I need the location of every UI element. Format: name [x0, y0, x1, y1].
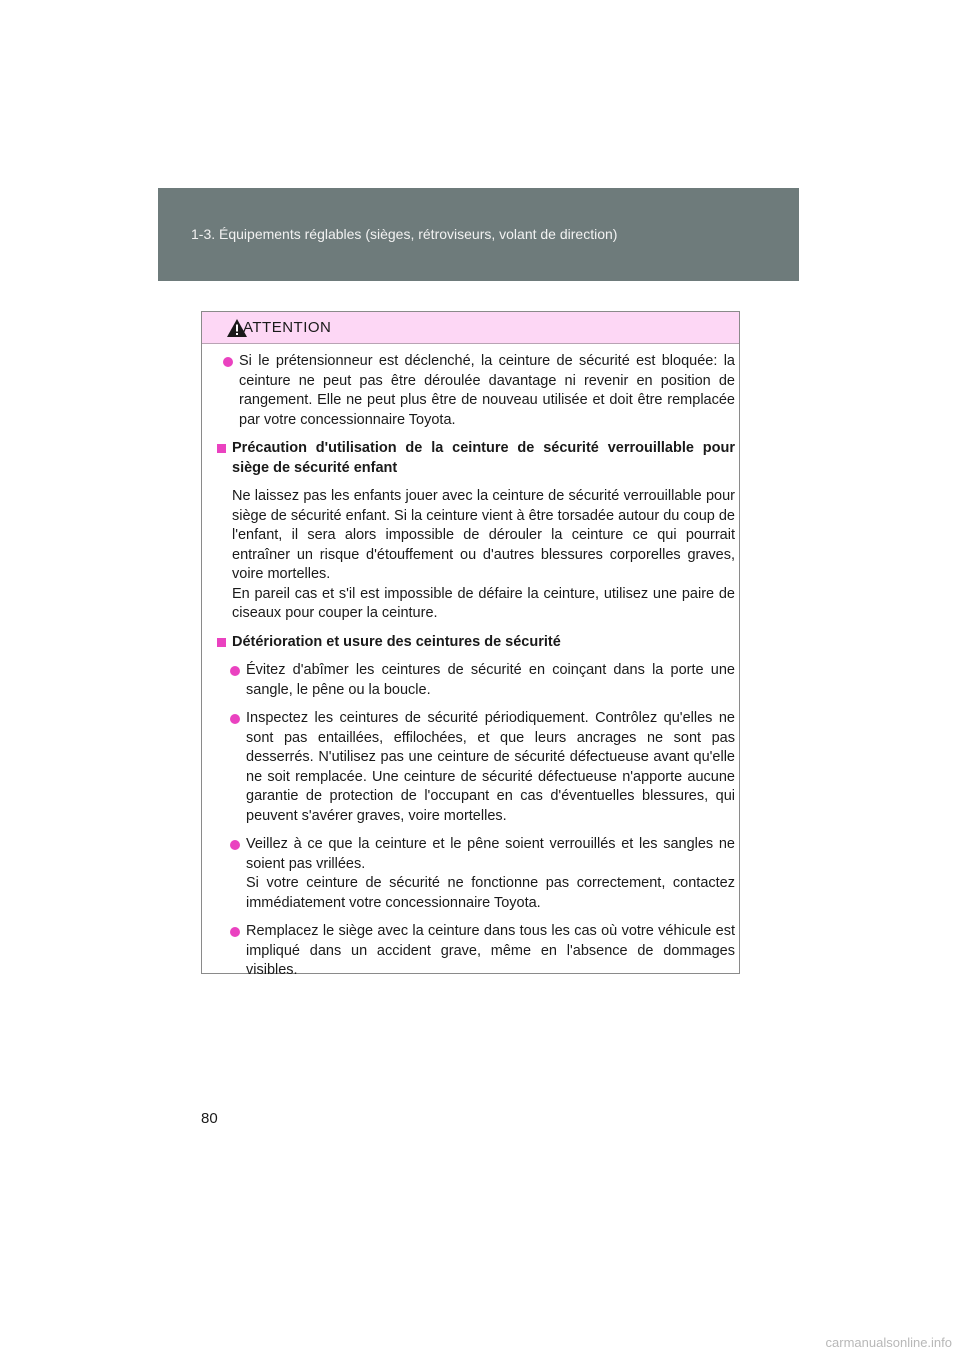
warning-item-inspect: Inspectez les ceintures de sécurité périodiquement. Contrôlez qu'elles ne sont pas entaillées, effilochées, et que leurs ancrages ne sont pas desserrés. N'utilisez pas une ceinture de sécurité défectueuse avant qu'elle ne soit remplacée. Une ceinture de sécurité défectueuse n'apporte aucune garantie de protection de l'occupant en cas d'éventuelles blessures, qui peuvent s'avérer graves, voire mortelles. [224, 709, 735, 826]
section-heading-belt-wear: Détérioration et usure des ceintures de sécurité [217, 633, 735, 653]
warning-body [202, 344, 739, 981]
warning-title: ATTENTION [243, 319, 332, 336]
warning-item-locked: Veillez à ce que la ceinture et le pêne soient verrouillés et les sangles ne soient pas vrillées. Si votre ceinture de sécurité ne fonctionne pas correctement, contactez immédiatement votre concessionnaire Toyota. [224, 835, 735, 913]
section-heading-child-seat-belt: Précaution d'utilisation de la ceinture de sécurité verrouillable pour siège de sécurité enfant [217, 439, 735, 478]
warning-item-replace: Remplacez le siège avec la ceinture dans tous les cas où votre véhicule est impliqué dans un accident grave, même en l'absence de dommages visibles. [224, 922, 735, 981]
page-number: 80 [201, 1110, 218, 1127]
section-title: 1-3. Équipements réglables (sièges, rétroviseurs, volant de direction) [191, 226, 618, 242]
bullet-dot-icon [223, 357, 233, 367]
section-square-icon [217, 638, 226, 647]
warning-item-avoid-damage: Évitez d'abîmer les ceintures de sécurité en coinçant dans la porte une sangle, le pêne ou la boucle. [224, 661, 735, 700]
warning-box [201, 311, 740, 978]
section-square-icon [217, 444, 226, 453]
warning-header [202, 312, 739, 344]
section-header-band [158, 188, 799, 281]
bullet-dot-icon [230, 927, 240, 937]
bullet-dot-icon [230, 840, 240, 850]
bullet-dot-icon [230, 714, 240, 724]
paragraph-child-seat-belt: Ne laissez pas les enfants jouer avec la ceinture de sécurité verrouillable pour siège de sécurité enfant. Si la ceinture vient à être torsadée autour du coup de l'enfant, il sera alors impossible de dérouler la ceinture ce qui pourrait entraîner un risque d'étouffement ou d'autres blessures corporelles graves, voire mortelles. En pareil cas et s'il est impossible de défaire la ceinture, utilisez une paire de ciseaux pour couper la ceinture. [232, 488, 735, 621]
watermark: carmanualsonline.info [825, 1335, 952, 1350]
bullet-dot-icon [230, 666, 240, 676]
warning-item-pretensioner: Si le prétensionneur est déclenché, la ceinture de sécurité est bloquée: la ceinture ne peut pas être déroulée davantage ni revenir en position de rangement. Elle ne peut plus être de nouveau utilisée et doit être remplacée par votre concessionnaire Toyota. [217, 352, 735, 430]
